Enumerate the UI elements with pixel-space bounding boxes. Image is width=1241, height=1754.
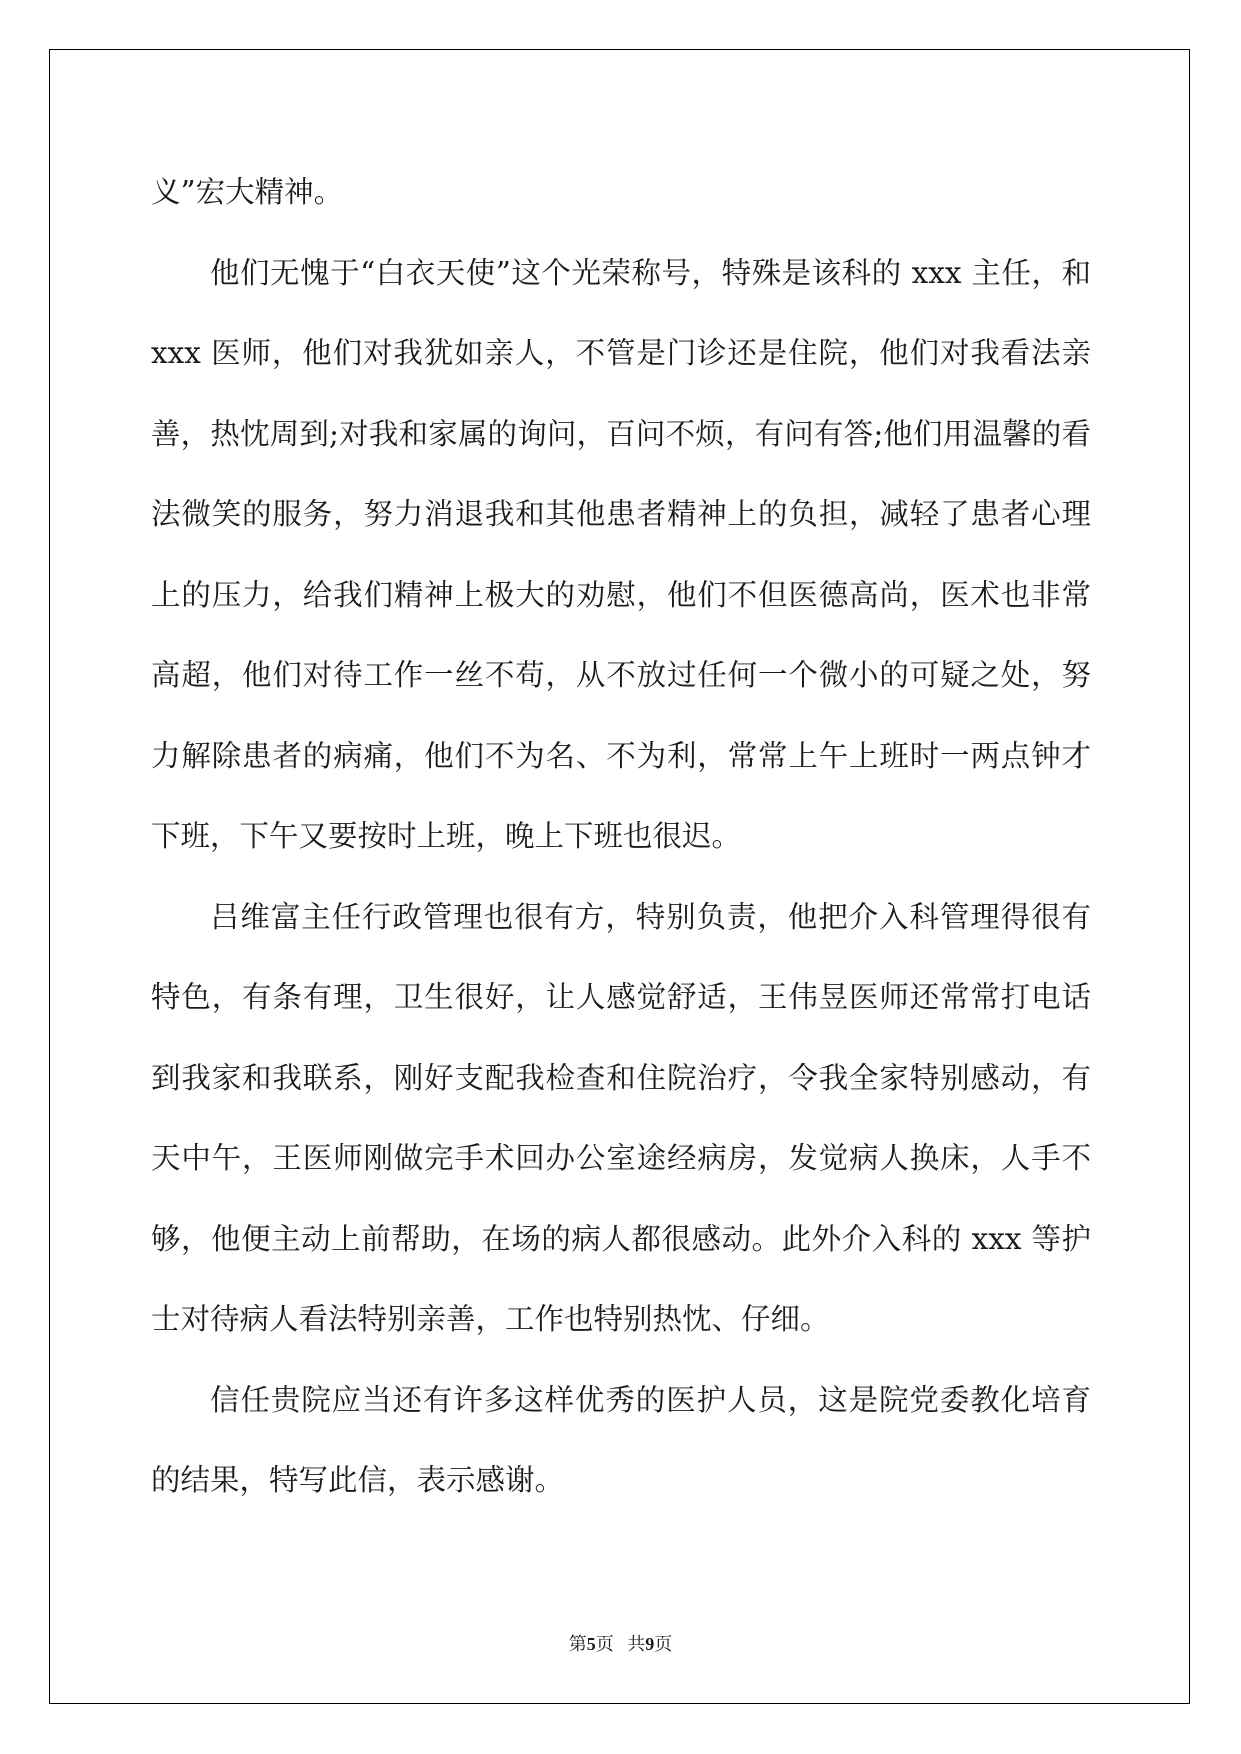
paragraph-1: 义”宏大精神。: [151, 175, 344, 209]
page-footer: [0, 1630, 1241, 1656]
page-suffix: 页: [595, 1634, 614, 1654]
total-suffix: 页: [654, 1634, 673, 1654]
paragraph-4: 信任贵院应当还有许多这样优秀的医护人员，这是院党委教化培育的结果，特写此信，表示感谢。: [151, 1382, 1091, 1497]
total-pages: 9: [645, 1634, 655, 1654]
page-prefix: 第: [568, 1634, 587, 1654]
page-number: 5: [586, 1634, 596, 1654]
paragraph-3: 吕维富主任行政管理也很有方，特别负责，他把介入科管理得很有特色，有条有理，卫生很好，让人感觉舒适，王伟昱医师还常常打电话到我家和我联系，刚好支配我检查和住院治疗，令我全家特别感动，有天中午，王医师刚做完手术回办公室途经病房，发觉病人换床，人手不够，他便主动上前帮助，在场的病人都很感动。此外介入科的 xxx 等护士对待病人看法特别亲善，工作也特别热忱、仔细。: [151, 899, 1091, 1336]
total-prefix: 共: [627, 1634, 646, 1654]
paragraph-2: 他们无愧于“白衣天使”这个光荣称号，特殊是该科的 xxx 主任，和 xxx 医师，他们对我犹如亲人，不管是门诊还是住院，他们对我看法亲善，热忱周到;对我和家属的询问，百问不烦，有问有答;他们用温馨的看法微笑的服务，努力消退我和其他患者精神上的负担，减轻了患者心理上的压力，给我们精神上极大的劝慰，他们不但医德高尚，医术也非常高超，他们对待工作一丝不苟，从不放过任何一个微小的可疑之处，努力解除患者的病痛，他们不为名、不为利，常常上午上班时一两点钟才下班，下午又要按时上班，晚上下班也很迟。: [151, 255, 1091, 853]
document-body: [151, 152, 1091, 1521]
